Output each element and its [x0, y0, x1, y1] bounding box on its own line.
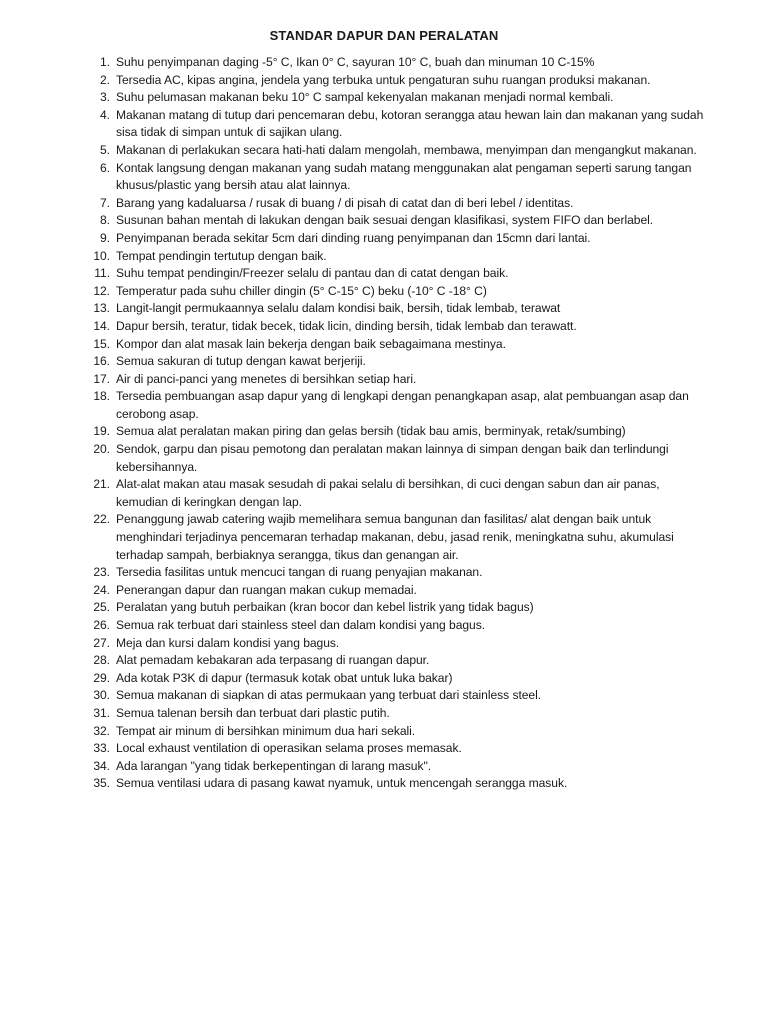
list-item-number: 23.: [93, 565, 110, 580]
list-item-number: 32.: [93, 723, 110, 738]
list-item: [88, 142, 708, 160]
list-item-text: Ada kotak P3K di dapur (termasuk kotak obat untuk luka bakar): [116, 670, 453, 685]
list-item-text: Sendok, garpu dan pisau pemotong dan peralatan makan lainnya di simpan dengan baik dan terlindungi kebersihannya.: [116, 442, 669, 474]
list-item: [88, 248, 708, 266]
list-item-text: Semua talenan bersih dan terbuat dari plastic putih.: [116, 705, 390, 720]
list-item: [88, 230, 708, 248]
list-item-number: 29.: [93, 670, 110, 685]
list-item-text: Suhu tempat pendingin/Freezer selalu di pantau dan di catat dengan baik.: [116, 266, 509, 281]
list-item-text: Temperatur pada suhu chiller dingin (5° C-15° C) beku (-10° C -18° C): [116, 283, 487, 298]
list-item-text: Kontak langsung dengan makanan yang sudah matang menggunakan alat pengaman seperti sarung tangan khusus/plastic yang bersih atau alat lainnya.: [116, 160, 692, 193]
list-item: [88, 54, 708, 72]
list-item: [88, 758, 708, 776]
list-item: [88, 740, 708, 758]
list-item-number: 33.: [93, 741, 110, 756]
list-item: [88, 371, 708, 389]
list-item: [88, 353, 708, 371]
list-item-number: 9.: [100, 230, 110, 245]
list-item-text: Semua ventilasi udara di pasang kawat nyamuk, untuk mencengah serangga masuk.: [116, 776, 568, 791]
list-item-text: Suhu pelumasan makanan beku 10° C sampal kekenyalan makanan menjadi normal kembali.: [116, 90, 614, 105]
list-item: [88, 775, 708, 793]
list-item: [88, 511, 708, 564]
list-item-text: Tersedia AC, kipas angina, jendela yang terbuka untuk pengaturan suhu ruangan produksi makanan.: [116, 72, 651, 87]
list-item: [88, 195, 708, 213]
list-item-number: 1.: [100, 55, 110, 69]
list-item: [88, 564, 708, 582]
list-item-text: Penanggung jawab catering wajib memelihara semua bangunan dan fasilitas/ alat dengan baik untuk menghindari terjadinya pencemaran terhadap makanan, debu, jasad renik, meningkatna suhu, akumulasi terhadap sampah, berbiaknya serangga, tikus dan genangan air.: [116, 512, 674, 562]
list-item-text: Semua makanan di siapkan di atas permukaan yang terbuat dari stainless steel.: [116, 688, 542, 703]
list-item: [88, 160, 708, 195]
page-title: STANDAR DAPUR DAN PERALATAN: [269, 28, 499, 43]
list-item-number: 3.: [100, 90, 110, 105]
list-item-text: Suhu penyimpanan daging -5° C, Ikan 0° C, sayuran 10° C, buah dan minuman 10 C-15%: [116, 55, 595, 69]
list-item-number: 16.: [93, 354, 110, 369]
list-item-text: Local exhaust ventilation di operasikan selama proses memasak.: [116, 741, 462, 756]
list-item-number: 26.: [93, 618, 110, 632]
list-item-number: 7.: [100, 195, 110, 210]
list-item: [88, 617, 708, 635]
list-item-text: Ada larangan "yang tidak berkepentingan di larang masuk".: [116, 758, 432, 773]
list-item: [88, 476, 708, 511]
list-item: [88, 388, 708, 423]
list-item-text: Dapur bersih, teratur, tidak becek, tidak licin, dinding bersih, tidak lembab dan terawatt.: [116, 318, 577, 333]
list-item-number: 24.: [93, 582, 110, 597]
list-item-text: Air di panci-panci yang menetes di bersihkan setiap hari.: [116, 371, 417, 386]
list-item-number: 22.: [93, 512, 110, 527]
list-item: [88, 265, 708, 283]
list-item-text: Penerangan dapur dan ruangan makan cukup memadai.: [116, 582, 417, 597]
list-item-number: 12.: [93, 283, 110, 298]
list-item: [88, 212, 708, 230]
list-item-number: 2.: [100, 72, 110, 87]
list-item-number: 8.: [100, 213, 110, 228]
list-item-number: 17.: [93, 371, 110, 386]
list-item-text: Susunan bahan mentah di lakukan dengan baik sesuai dengan klasifikasi, system FIFO dan berlabel.: [116, 213, 654, 228]
list-item-number: 15.: [93, 336, 110, 351]
list-item-number: 5.: [100, 142, 110, 157]
list-item-text: Semua alat peralatan makan piring dan gelas bersih (tidak bau amis, berminyak, retak/sumbing): [116, 424, 626, 439]
list-item-number: 18.: [93, 389, 110, 404]
list-item-text: Makanan di perlakukan secara hati-hati dalam mengolah, membawa, menyimpan dan mengangkut makanan.: [116, 142, 697, 157]
list-item: [88, 582, 708, 600]
list-item: [88, 599, 708, 617]
list-item-text: Alat pemadam kebakaran ada terpasang di ruangan dapur.: [116, 653, 430, 668]
list-item: [88, 635, 708, 653]
list-item-number: 4.: [100, 107, 110, 122]
list-item-text: Semua rak terbuat dari stainless steel dan dalam kondisi yang bagus.: [116, 618, 486, 632]
list-item-text: Kompor dan alat masak lain bekerja dengan baik sebagaimana mestinya.: [116, 336, 506, 351]
list-item: [88, 423, 708, 441]
list-item: [88, 318, 708, 336]
list-item-text: Langit-langit permukaannya selalu dalam kondisi baik, bersih, tidak lembab, terawat: [116, 301, 561, 316]
list-item-text: Makanan matang di tutup dari pencemaran debu, kotoran serangga atau hewan lain dan makanan yang sudah sisa tidak di simpan untuk di sajikan ulang.: [116, 107, 704, 140]
list-item-text: Penyimpanan berada sekitar 5cm dari dinding ruang penyimpanan dan 15cmn dari lantai.: [116, 230, 591, 245]
list-item-number: 10.: [93, 248, 110, 263]
list-item-number: 25.: [93, 600, 110, 615]
standards-list: [88, 54, 708, 793]
list-item-number: 28.: [93, 653, 110, 668]
list-item-text: Tempat air minum di bersihkan minimum dua hari sekali.: [116, 723, 416, 738]
list-item-number: 35.: [93, 776, 110, 791]
list-item: [88, 107, 708, 142]
list-item: [88, 687, 708, 705]
list-item-number: 34.: [93, 758, 110, 773]
list-item-text: Tempat pendingin tertutup dengan baik.: [116, 248, 327, 263]
list-item-number: 14.: [93, 318, 110, 333]
list-item-number: 30.: [93, 688, 110, 703]
list-item: [88, 336, 708, 354]
list-item-number: 31.: [93, 705, 110, 720]
list-item-text: Peralatan yang butuh perbaikan (kran bocor dan kebel listrik yang tidak bagus): [116, 600, 534, 615]
list-item-text: Meja dan kursi dalam kondisi yang bagus.: [116, 635, 340, 650]
list-item: [88, 723, 708, 741]
list-item: [88, 670, 708, 688]
list-item-number: 27.: [93, 635, 110, 650]
list-item: [88, 283, 708, 301]
list-item: [88, 652, 708, 670]
list-item: [88, 72, 708, 90]
list-item-number: 6.: [100, 160, 110, 175]
list-item-number: 13.: [93, 301, 110, 316]
list-item-number: 19.: [93, 424, 110, 439]
list-item-text: Tersedia pembuangan asap dapur yang di lengkapi dengan penangkapan asap, alat pembuangan asap dan cerobong asap.: [116, 389, 689, 421]
list-item: [88, 705, 708, 723]
list-item-number: 20.: [93, 442, 110, 457]
list-item-text: Semua sakuran di tutup dengan kawat berjeriji.: [116, 354, 366, 369]
list-item: [88, 89, 708, 107]
list-item-text: Alat-alat makan atau masak sesudah di pakai selalu di bersihkan, di cuci dengan sabun dan air panas, kemudian di keringkan dengan lap.: [116, 477, 660, 509]
list-item-number: 11.: [94, 266, 110, 281]
list-item-text: Tersedia fasilitas untuk mencuci tangan di ruang penyajian makanan.: [116, 565, 483, 580]
list-item-number: 21.: [93, 477, 110, 492]
list-item: [88, 441, 708, 476]
list-item: [88, 300, 708, 318]
list-item-text: Barang yang kadaluarsa / rusak di buang / di pisah di catat dan di beri lebel / identitas.: [116, 195, 574, 210]
